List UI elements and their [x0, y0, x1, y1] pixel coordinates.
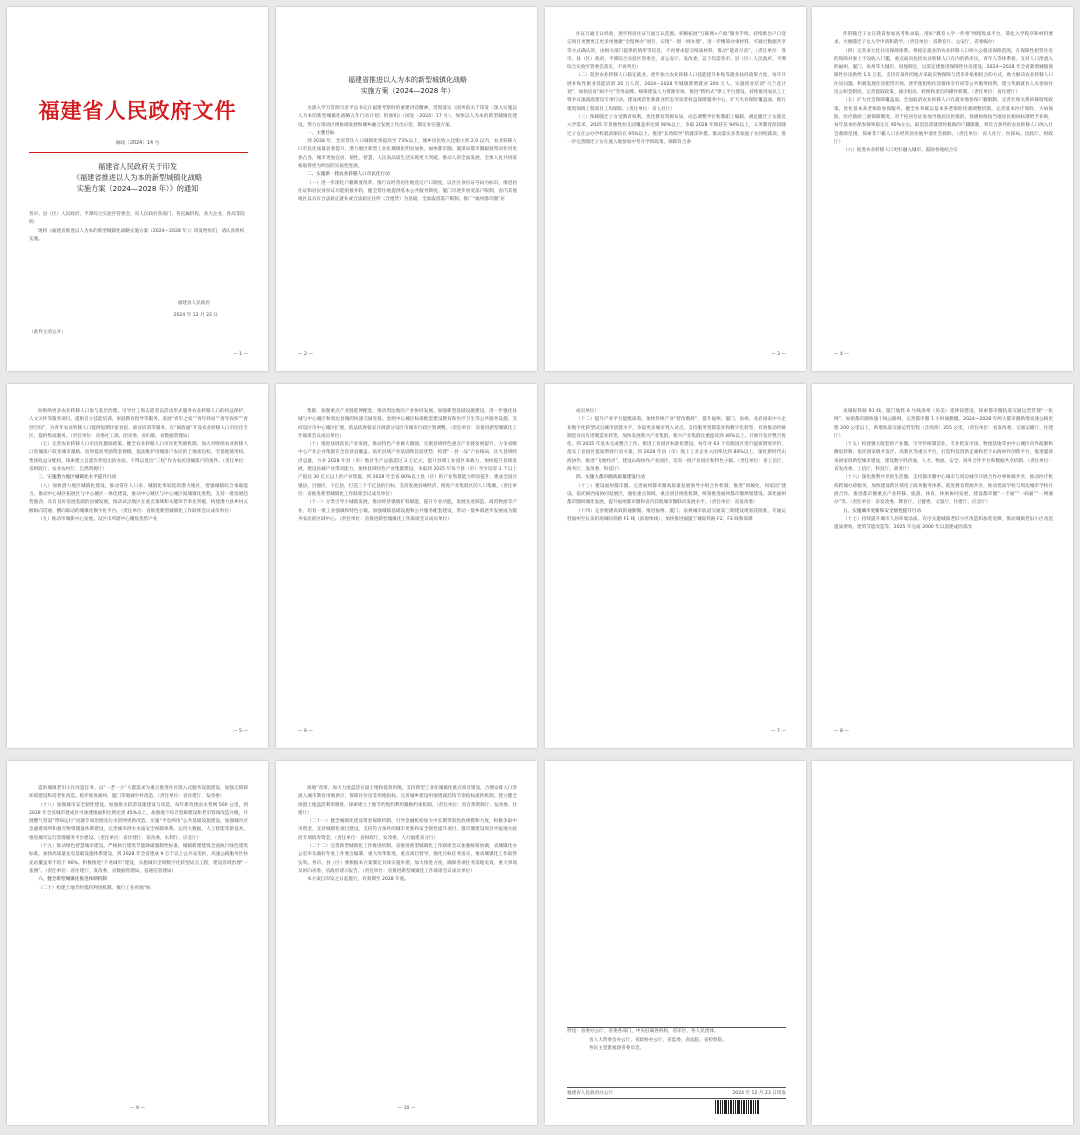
section-heading: 二、实施新一轮农业转移人口市民化行动 — [307, 172, 390, 178]
section-heading: 四、实施大都市圈高质量建设行动 — [576, 475, 645, 481]
page-9 — [7, 761, 268, 1125]
plan-title-line-2: 实施方案（2024—2028 年） — [360, 86, 455, 95]
paragraph: （十二）提升产业平台能级质效。加快传统产业“智改数转”，提升福州、厦门、泉州、龙岩国家中小企业数字化转型试点城市创建水平，争取更多城市列入试点。支持服务型制造业和数字化转型，有效推动传统制造业向先进制造业转变，加快发展新兴产业集群，新兴产业集群比重提高到 40%以上。开展开发区整合优化，到 2025 年基本完成整合工作。推进工业园区标准化建设，每年对 63 个省级园区进行提质增效评价，落实工业园区提质增效行动方案，到 2028 年县（市）现上工业企业入园率达到 80%以上，深化新时代山海协作，推进“飞地经济”，建设山海协作产业园区，培育一批产业园区和特色小镇。（责任单位：省工信厅、商务厅、发改委、科技厅） — [567, 417, 786, 473]
page-number: — 9 — — [129, 1106, 146, 1111]
notice-title — [37, 161, 238, 194]
paragraph: （五）扩大社会保障覆盖面。全面取消农业转移人口在就业地参保户籍限制，完善社保关系转移接续政策，优化基本养老保险参保服务。健全业务联运基本养老保险待遇调整机制，完善基本医疗保险、大病保险、医疗救助三重保障制度。对于持居住证参加当地居民医保的，各级财政按当地居民相同标准给予补助，每年基本医保参保率稳定在 95%左右。取消急诊就诊时救助的户籍限制，将符合条件的农业转移人口纳入社会救助范围，探索非户籍人口在经常居住地申请社会救助。（责任单位：省人社厅、医保局、民政厅、财政厅） — [834, 98, 1053, 145]
plan-title — [298, 75, 517, 96]
page-6 — [276, 384, 537, 748]
paragraph: 本方案自印发之日起施行，有效期至 2028 年底。 — [307, 877, 409, 883]
red-divider — [29, 152, 248, 153]
page-1 — [7, 7, 268, 371]
page-number: — 1 — — [232, 352, 248, 357]
document-title: 福建省人民政府文件 — [38, 98, 237, 123]
paragraph: （一）进一步深化户籍制度改革。推行以经常居住地登记户口制度，以社区身份证号码为标识，推进居住证和居民身份证功能衔接并轨，健全常住地提供基本公共服务制度。厦门市逐步放宽落户限制，省内其他地区以具有合法稳定就业或合法稳定住所（含租赁）为基础，全面取消落户限制。推广“福州都市圈”居 — [298, 180, 517, 203]
notice-text: 现将《福建省推进以人为本的新型城镇化战略实施方案（2024—2028 年）》印发给你们，请认真组织实施。 — [29, 228, 245, 242]
page-12-blank — [812, 761, 1073, 1125]
page-number: — 6 — — [298, 729, 314, 734]
paragraph: 泉城际铁路 R1 线、厦门地铁 6 号线漳州（角美）延伸段建设，探索都市圈轨道交通运营管理“一张网”。加密都市圈快速干线公路网，完善都市圈 1 小时通勤圈。2024—2028 年两大都市圈新增高速公路里程 200 公里以上，新增轨道交通运营里程（含高铁）355 公里。（责任单位：省发改委、交通运输厅、住建厅） — [834, 409, 1053, 439]
page-body — [567, 408, 786, 718]
page-body — [834, 31, 1053, 341]
page-body — [834, 408, 1053, 718]
paragraph: （十三）建设福州都市圈。完善福州都市圈高质量发展领导小组合作机制，推进“同城化、同家园”建设。依托闽西南协同发展区，强化重点领域、重点项目推进机制，统筹推进福州都市圈规划建设。深化福州都市圈同城化发展，提升福州都市圈和省内其他城市圈联动发展水平。（责任单位：省发改委） — [567, 483, 786, 506]
section-heading: 六、健全新型城镇化推进体制机制 — [38, 877, 107, 883]
page-4 — [812, 7, 1073, 371]
paragraph: 造的城镇老旧小区改造任务。以“一老一小”人群需求为重点推进社区嵌入式服务设施建设，加强无障碍环境建设和适老化改造。稳步推进福州、厦门等地城中村改造。（责任单位：省住建厅、发改委） — [29, 786, 248, 800]
page-body — [298, 785, 517, 1095]
paragraph: 际吸纳更多农业转移人口参与基层治理。引导社工和志愿者以活动形式服务农业转移人口的权益保护、人文关怀等服务项目，提供自立技能培训、家庭教育指导等服务。发展“青年之家”“青年驿站”“青年夜校”“青创空间”，为青年农业转移人口提供短期住宿食宿、职业培训等服务。在“闽政通”开设农业转移人口市民化专区，提供集成服务。（责任单位：省委社工部，团省委，省妇联，省数据管理局） — [29, 409, 248, 439]
paragraph: （九）推动市城新中心发展。设区市所辖中心聚焦优势产业 — [38, 516, 158, 522]
cc-line-2: 省人大常委会办公厅，省政协办公厅，省监委，省法院，省检察院。 — [589, 1037, 727, 1043]
publish-note: （此件主动公开） — [29, 330, 66, 335]
section-heading: 一、主要目标 — [307, 130, 335, 136]
paragraph: （十一）分类引导小城镇发展。推动经济强镇扩权赋能，提升专业功能，发展先进制造、商贸物流等产业，培育一批工业强镇和特色小镇。加强城镇基础设施和公共服务配套建设，带动一般乡镇逐步发展成为服务农民的区域中心。（责任单位：省推进新型城镇化工作联席会议成员单位） — [298, 500, 517, 522]
page-number: — 4 — — [834, 352, 850, 357]
page-number: — 10 — — [397, 1106, 416, 1111]
issue-date: 2024 年 12 月 23 日印发 — [732, 1091, 786, 1096]
paragraph: （二十二）完善新型城镇化工作推进机制。省推进新型城镇化工作联席会议加强统筹协调，省城镇化办公室牵头做好年度工作要点编制、重大改革推进、重点项目督导，强化目标任务落实，推动城镇化工作取得实效。各市、县（区）要根据本方案制定具体实施举措，加大推进力度，确保各项任务落地见效，重大事项及时向省委、省政府请示报告。（责任单位：省推进新型城镇化工作联席会议成员单位） — [298, 844, 517, 874]
paragraph: 准地”改革，加大力度盘活存量土地和低效用地。支持新型工业化城镇化重点项目建设，合理安排人口净流入城市教育用地供应，保障住住房等用地指标。完善城乡建设用地增减挂钩节余指标流转机制，建立健全闲置土地盘活利用制度，探索建立土地节约集约利用激励约束机制。（责任单位：省自然资源厅、发改委、住建厅） — [298, 786, 517, 816]
page-body — [298, 105, 517, 341]
barcode-icon — [715, 1100, 759, 1114]
page-body — [29, 408, 248, 718]
cc-row — [567, 1027, 786, 1054]
paragraph: （八）加快潜力地区城镇化建设。推动常住人口多、城镇化率较低的潜力地区，增强城镇综合承载能力。推动中心城区拓展区与中心城区一体化建设，推动中心城区与中心城区间城镇化进程，支持一批发展趋势强劲、具有良好发展基础的县城发展。推动试点地区在重点领域和关键环节率先突破，构建潜力县乡村五级纵向贯通、横向联动的城镇化数字化平台。（责任单位：省推进新型城镇化工作联席会议成员单位） — [29, 483, 248, 514]
paragraph: （三）保障随迁子女受教育权利。优化教育资源布局，动态调整学位和教职工编制，满足随迁子女就近入学需求，2025 年普惠性幼儿园覆盖率达到 90%以上，争取 2028 年保持在 94%以上，义务教育阶段随迁子女在公办学校就读保持在 95%以上。推进“长幼阳学”的就读举措，推动落实多类家庭子女同校就读。进一步完善随迁子女在流入地参加中考升学的政策，保障符合条 — [567, 114, 786, 145]
paragraph: （二十一）健全城镇化建设资金保障机制。引导金融机构加大中长期贷款投放规模和力度，积极争取中央资金，支持城镇化项目建设，支持符合条件的城市更新和安全韧性提升项目、都市圈建设项目申报地方政府专项债券资金。（责任单位：省财政厅、发改委、人行福建省分行） — [298, 819, 517, 841]
paragraph: （二十）构建土地节约集约利用机制。推行工业用地“标 — [38, 885, 151, 891]
paragraph: （十五）构建强大配套的产业圈。引导传统制造业、专业批发市场、物流基地等由中心城区向外疏解和腾退转移，依托国家级开发区、高新区等重点平台，打造科技创新走廊和若干山海协作创新平台，推进厦漳泉国家创新型城市建设，建设数字经济通、人才、物流、安全、海外合作平台和数据共享机制。（责任单位：省发改委、工信厅、科技厅、商务厅） — [834, 442, 1053, 473]
page-number: — 7 — — [770, 729, 786, 734]
paragraph: 件的随迁子女在我省参加高考和录取。用好“教育入学一件事”网络集成平台，简化入学程序和材料要求，方便随迁子女入学申请和就学。（责任单位：省教育厅、公安厅、省委编办） — [834, 32, 1053, 46]
paragraph: 住证互通互认经验，逐步将居住证互通互认范围。积极拓展“互联网+户政”服务手续，持续推出户口登记项目更便更正更多更便捷“全程网办”项目，实现“一窗一网办理”。进一步精简办事材料，可通过数据共享等方式确认的，由相关部门提供的情形等信息，不再要求提交纸质材料，推动“能省尽省”。（责任单位：各市、县（区）政府，平潭综合实验区管委会，省公安厅、发改委，以下均需各市、县（区）人民政府、平潭综合实验区管委会落实，不再列出） — [567, 32, 786, 71]
issuing-office: 福建省人民政府办公厅 — [567, 1091, 613, 1096]
paragraph: （二）促进农业转移人口稳定就业。逐步加大农业转移人口技能提升补贴等就业扶持政策力度，每年开展补贴性职业技能培训 20 万人次，2024—2028 年城镇新增就业 200 万人。实施创业培训“马兰花计划”，加快培育“闽字号”劳务品牌。统筹建设人力资源市场，推进“跨约式”零工平台建设，持续推进农民工工资争议速裁庭建设专项行动。建设规范化新就业形态劳动者权益保障服务中心，扩大失业保险覆盖面，推行建筑领域工程项目工伤保险。（责任单位：省人社厅） — [567, 73, 786, 112]
page-11 — [545, 761, 806, 1125]
paragraph: （十八）加强城市安全韧性建设。加强排水防涝设施建设与改造，每年新改建雨水管网 500 公里，到 2028 年全省城市建成区可渗透地面积比例达到 45%以上，加强地下综合管廊建设和老旧管线改造升级，开展燃气管道“带病运行”问题专项治理及污水管网更新改造。实施“平急两用”公共基础设施建设，加强城市应急避难场所和救灾物资储备体系建设，完善城市供水水质安全保障体系。运用大数据、人工智能等新技术，推进城市运行管理服务平台建设。（责任单位：省住建厅、发改委、水利厅、应急厅） — [29, 802, 248, 841]
page-2 — [276, 7, 537, 371]
paragraph: （十四）完善便捷高效的通勤圈。推进福州、厦门、泉州城市轨道交通第三期建设规划获批准，开通运营福州至长乐机场城际铁路 F1 线（滨海快线），加快推进福厦宁城际铁路 F2、F3 线和漳潭 — [567, 508, 786, 522]
notice-title-line-1: 福建省人民政府关于印发 — [97, 162, 178, 171]
paragraph: 到 2028 年，全省常住人口城镇化率提高至 73%以上，城乡居民收入比缩小到 2.0 以内，农业转移人口市民化质量显著提升，潜力地区新型工业化城镇化明显加快，福州都市圈、厦漳泉都市圈辐射带动作用更加凸显，城市更加宜居、韧性、智慧，人民高品质生活实现更大突破，推动人的全面发展、全体人民共同富裕取得更为明显的实质性进展。 — [298, 139, 517, 170]
plan-title-line-1: 福建省推进以人为本的新型城镇化战略 — [348, 76, 467, 84]
cc-line-3: 各民主党派福建省委员会。 — [589, 1046, 645, 1052]
paragraph: （六）促进农业转移人口更好融入城市。鼓励各地结合实 — [843, 148, 958, 154]
signer: 福建省人民政府 — [177, 301, 210, 306]
section-heading: 五、实施城市更新和安全韧性提升行动 — [843, 508, 922, 514]
page-number: — 2 — — [298, 352, 314, 357]
recipients: 各市、县（区）人民政府，平潭综合实验区管委会，省人民政府各部门、各直属机构，各大企业，各高等院校： — [29, 212, 245, 226]
paragraph: （十七）持续提升城市人居环境品质。有序实施城镇老旧小区改造和加装电梯，推动城镇老旧小区改造提质增效，建筑节能改造等。2025 年完成 2000 年以前建成的需改 — [834, 516, 1053, 531]
paragraph: （十六）深化便利共享的生活圈。支持都市圈中心城市与周边城市开展合作办事协调共享，推动医疗机构跨城办诊服务，加快建设跨区域电子政务服务体系。促进教育资源共享，推动优质学校与周边城市学校开展合作。推进都市圈重点产业转移、旅游、体育、休闲协同发展，建设都市圈“一卡通”“一码通”“一网通办”等。（责任单位：省发改委、教育厅、卫健委、文旅厅、住建厅、应急厅） — [834, 475, 1053, 506]
page-number: — 8 — — [834, 729, 850, 734]
page-body — [298, 408, 517, 718]
notice-body — [29, 211, 248, 244]
page-3 — [545, 7, 806, 371]
paragraph: （十）推进县域富民产业发展。推动特色产业做大做强，实施县域特色重点产业链发展提升，力争省级中心产业企业集群在全省县县覆盖。依托县域产业基础和比较优势，构建“一县一品”产业格局，壮大县域经济总量，力争 2028 年县（市）地区生产总值超过 3 万亿元，提升县域工业园区承载力，加快提升县域发展，建设县城产业带动能力，加快县域特色产业集群建设，争取到 2025 年每个县（市）至少培育 1 个以上产值达 30 亿元以上的产业集群，到 2028 年全省 80%以上县（区）的产业集群能力明显提升，建成全国百强县、百强区、千亿县，打造三个千亿县的目标，支持发展县域经济，推进产业集群区的人口集聚。（责任单位：省推进新型城镇化工作联席会议成员单位） — [298, 442, 517, 497]
paragraph: （四）完善多元化住房保障体系。将稳定就业的农业转移人口纳入公租房保障范围，在保障性租赁住房的保障对象上不设收入门槛，重点面向包括农业转移人口在内的新市民、青年人等体系租。支持人口净流入的福州、厦门、泉州等大城市，因地制宜，以需定建推进保障性住房建设，2024—2028 年全省新增城镇保障性住房供给 1.5 万套。支持有条件的地方采取实物保障与货币补贴相结合的方式，助力解决农业转移人口住房问题。积极发展住房租赁市场，逐步使租购住房群体享有同等公共服务权利，建立奖励就业人员参加住房公积金制度，完善提取政策，减少租房、转换和退出的操作机制。（责任单位：省住建厅） — [834, 48, 1053, 96]
page-body — [29, 785, 248, 1095]
paragraph: 成员单位） — [576, 409, 599, 414]
page-5 — [7, 384, 268, 748]
page-8 — [812, 384, 1073, 748]
document-number: 闽政〔2024〕14 号 — [115, 141, 160, 146]
paragraph: 集群，加强重点产业链延伸配套，推动周边地区产业协同发展。加强新型基础设施建设，进一步强化县城与中心城区和周边县城的快速交通连接。参照中心城区标准配套建设教育和医疗卫生等公共服务设施，支持设区市中心城区扩展，依法依规稳妥开展部分设区市城市行政区划调整，（责任单位：省推进新型城镇化工作联席会议成员单位） — [298, 409, 517, 439]
sign-date: 2024 年 12 月 22 日 — [173, 313, 218, 318]
page-10 — [276, 761, 537, 1125]
paragraph: 为深入学习贯彻习近平总书记在福建考察时的重要讲话精神，贯彻落实《国务院关于印发〈深入实施以人为本的新型城镇化战略五年行动计划〉的通知》（国发〔2024〕17 号），加快以人为本的新型城镇化建设，努力在推动区域协调发展和城乡融合发展上作出示范，制定本实施方案。 — [298, 106, 517, 128]
paragraph: （十九）推动绿色智慧城市建设。严格执行建筑节能降碳强制性标准，城镇新建建筑全面执行绿色建筑标准，加快高质量充电基础设施体系建设，到 2028 年全省建成 9 万个以上公共充电桩，高速公路服务区快充站覆盖率不低于 90%。积极推进“千兆城市”建设，实施城市全域数字化转型试点工程，建设省域治理“一张图”。（责任单位：省住建厅、发改委、省数据管理局、省通信管理局） — [29, 844, 248, 874]
page-number: — 3 — — [770, 352, 786, 357]
page-number: — 5 — — [232, 729, 248, 734]
page-body — [567, 31, 786, 341]
page-7 — [545, 384, 806, 748]
issuing-office-row — [567, 1087, 786, 1099]
notice-title-line-3: 实施方案（2024—2028 年）》的通知 — [76, 184, 199, 193]
cc-line-1: 抄送：省委办公厅，省委各部门，中央驻闽各机构，省军区，各人民团体。 — [567, 1029, 719, 1034]
paragraph: （七）完善农业转移人口市民化激励政策。健全农业转移人口市民化奖励机制，加大对吸纳农业转移人口进城落户较多城市激励。适时提高奖励资金规模。依法维护进城落户农民的土地承包权、宅基地使用权、集体收益分配权，探索建立自愿有偿退出的办法，不得以退出“三权”作为农民进城落户的条件。（责任单位：省财政厅、农业农村厅、自然资源厅） — [29, 442, 248, 473]
distribution-list — [567, 1027, 786, 1054]
notice-title-line-2: 《福建省推进以人为本的新型城镇化战略 — [72, 173, 203, 182]
section-heading: 三、实施潜力地区城镇化水平提升行动 — [38, 475, 117, 481]
